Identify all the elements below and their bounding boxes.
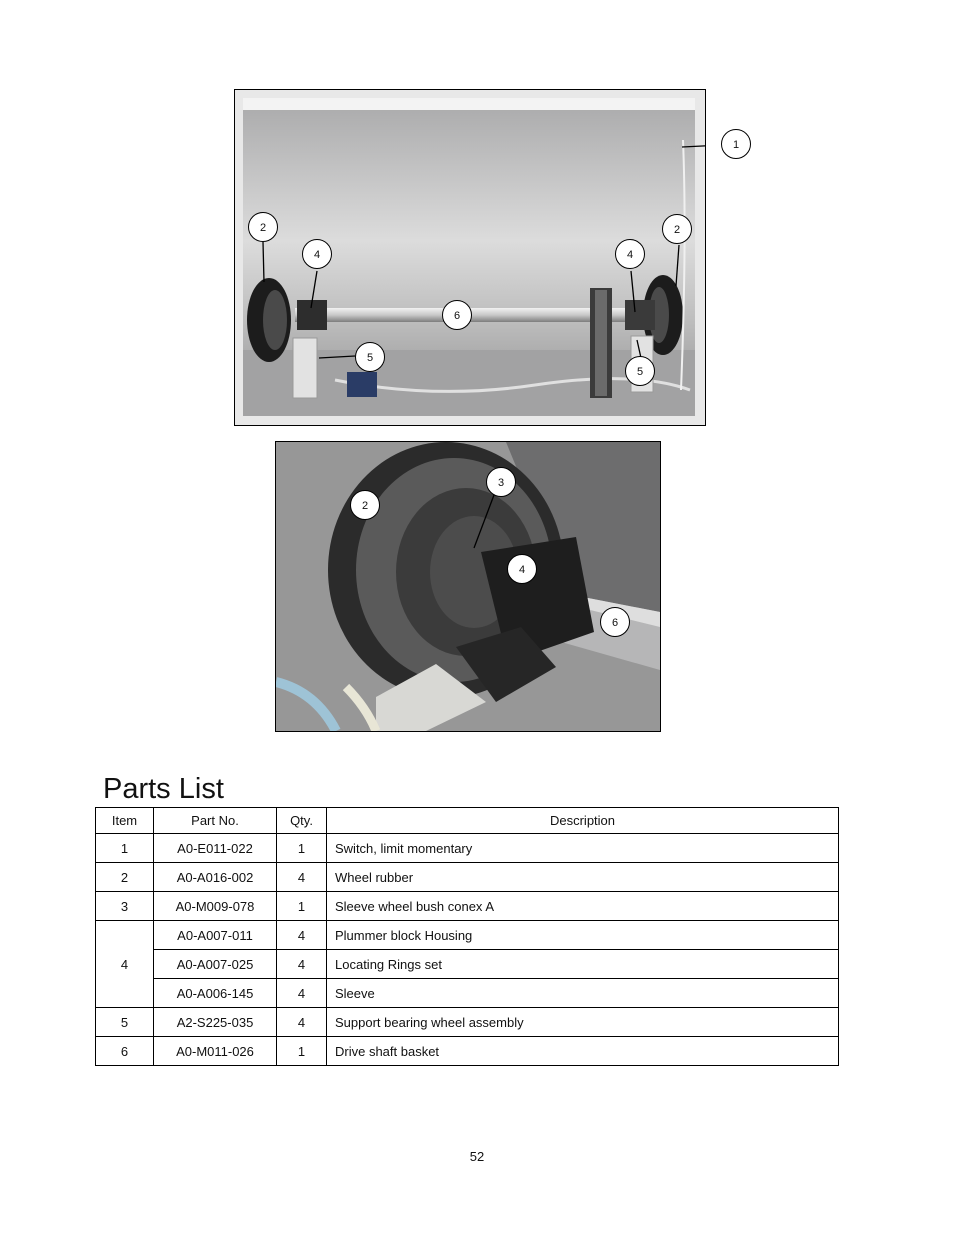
cell-description: Sleeve	[327, 979, 839, 1008]
callout-item-2: 2	[350, 490, 380, 520]
cell-part-no: A0-M009-078	[154, 892, 277, 921]
cell-item: 1	[96, 834, 154, 863]
cell-description: Wheel rubber	[327, 863, 839, 892]
cell-description: Sleeve wheel bush conex A	[327, 892, 839, 921]
callout-item-5: 5	[355, 342, 385, 372]
cell-part-no: A0-A016-002	[154, 863, 277, 892]
callout-item-3: 3	[486, 467, 516, 497]
table-header-row	[96, 808, 839, 834]
cell-item: 5	[96, 1008, 154, 1037]
callout-item-2: 2	[662, 214, 692, 244]
column-header-part-no: Part No.	[154, 808, 277, 834]
table-row	[96, 863, 839, 892]
table-row	[96, 921, 839, 950]
cell-qty: 1	[277, 892, 327, 921]
cell-part-no: A0-M011-026	[154, 1037, 277, 1066]
cell-description: Plummer block Housing	[327, 921, 839, 950]
cell-description: Locating Rings set	[327, 950, 839, 979]
cell-description: Switch, limit momentary	[327, 834, 839, 863]
cell-part-no: A0-A006-145	[154, 979, 277, 1008]
callout-item-4: 4	[615, 239, 645, 269]
cell-qty: 4	[277, 950, 327, 979]
table-row	[96, 1037, 839, 1066]
cell-qty: 4	[277, 1008, 327, 1037]
cell-part-no: A2-S225-035	[154, 1008, 277, 1037]
cell-qty: 4	[277, 921, 327, 950]
cell-item: 3	[96, 892, 154, 921]
callout-item-4: 4	[507, 554, 537, 584]
callout-item-2: 2	[248, 212, 278, 242]
cell-qty: 1	[277, 834, 327, 863]
cell-part-no: A0-A007-011	[154, 921, 277, 950]
cell-description: Drive shaft basket	[327, 1037, 839, 1066]
callout-item-5: 5	[625, 356, 655, 386]
cell-part-no: A0-E011-022	[154, 834, 277, 863]
cell-part-no: A0-A007-025	[154, 950, 277, 979]
cell-item: 4	[96, 921, 154, 1008]
callout-item-1: 1	[721, 129, 751, 159]
table-row	[96, 979, 839, 1008]
column-header-description: Description	[327, 808, 839, 834]
cell-qty: 4	[277, 863, 327, 892]
column-header-qty: Qty.	[277, 808, 327, 834]
table-row	[96, 950, 839, 979]
table-row	[96, 892, 839, 921]
callout-item-4: 4	[302, 239, 332, 269]
cell-item: 2	[96, 863, 154, 892]
page-number: 52	[469, 1149, 485, 1164]
cell-qty: 1	[277, 1037, 327, 1066]
column-header-item: Item	[96, 808, 154, 834]
page-heading: Parts List	[103, 773, 224, 805]
table-row	[96, 834, 839, 863]
callout-item-6: 6	[600, 607, 630, 637]
cell-qty: 4	[277, 979, 327, 1008]
parts-table	[95, 807, 839, 1066]
wheel-bearing-closeup-photo	[275, 441, 661, 732]
table-row	[96, 1008, 839, 1037]
cell-description: Support bearing wheel assembly	[327, 1008, 839, 1037]
callout-item-6: 6	[442, 300, 472, 330]
cell-item: 6	[96, 1037, 154, 1066]
